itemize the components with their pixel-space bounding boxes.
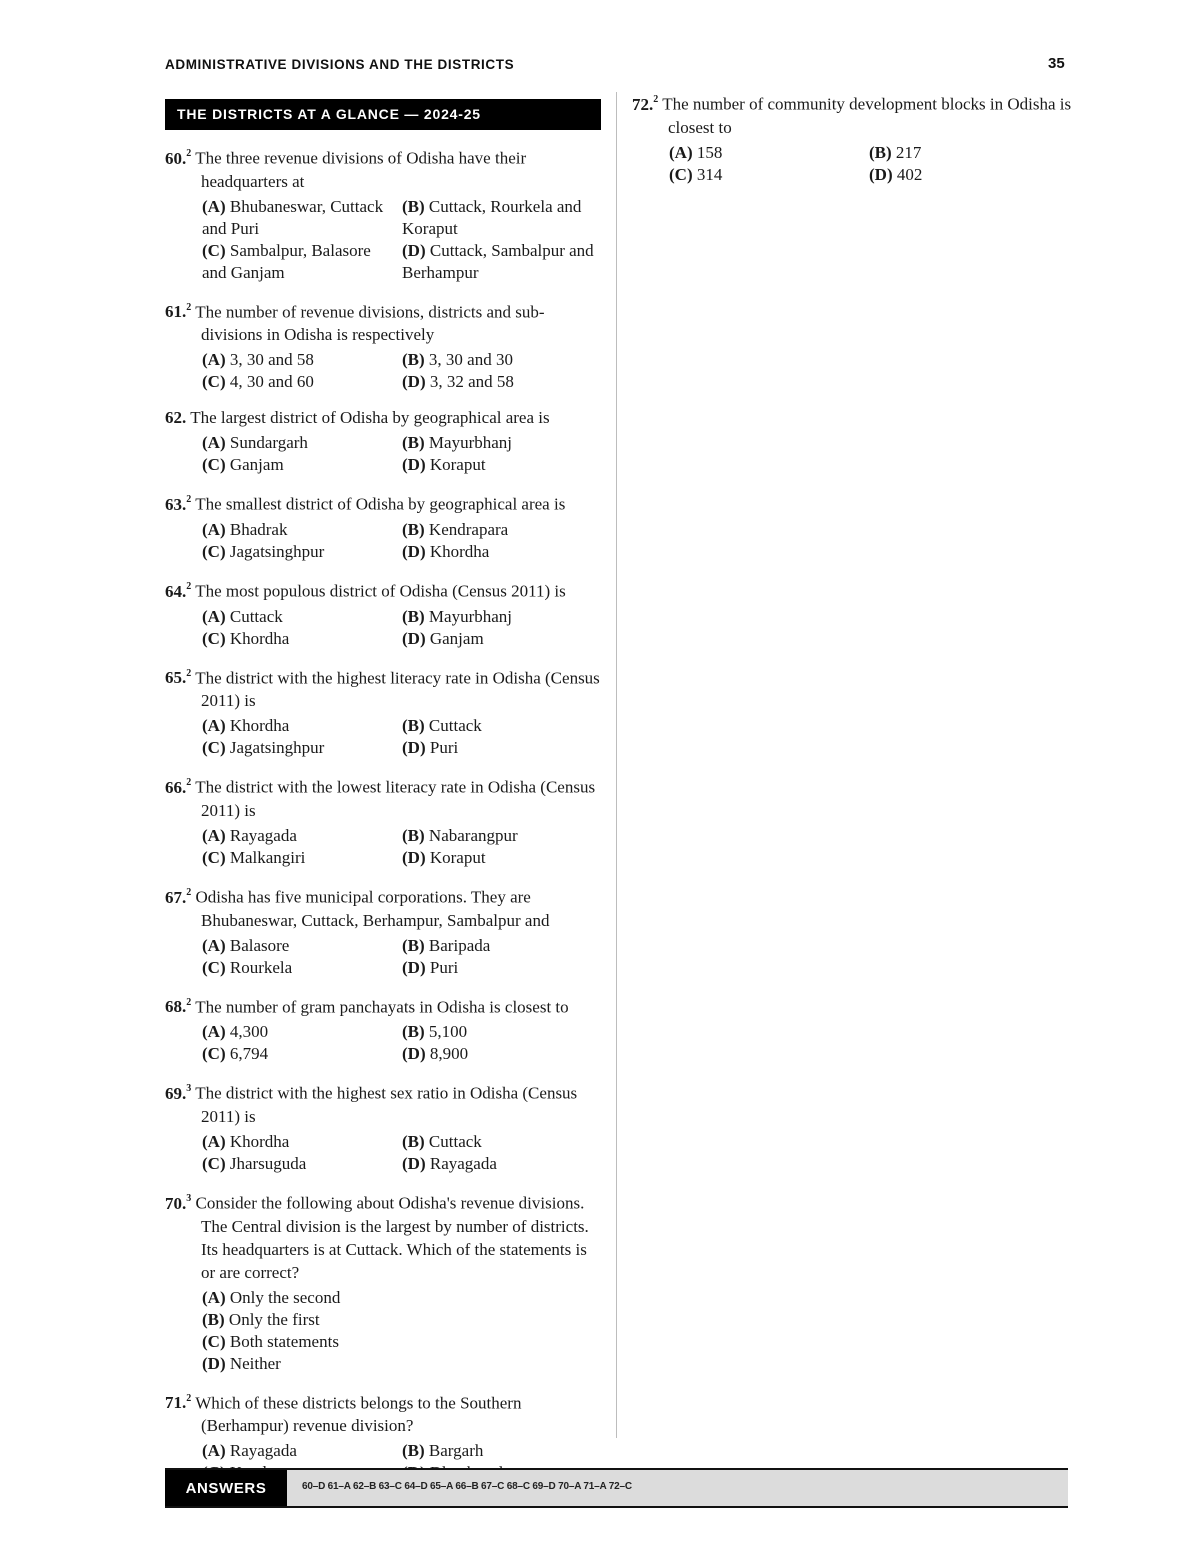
- option-letter: (C): [669, 164, 693, 184]
- option-item: [202, 847, 402, 869]
- option-item: [402, 825, 602, 847]
- right-column: [632, 89, 1072, 199]
- option-item: [202, 737, 402, 759]
- answers-bar: [165, 1468, 1068, 1508]
- option-text: Cuttack: [428, 716, 482, 736]
- option-text: 8,900: [429, 1044, 469, 1064]
- question-number: [165, 302, 191, 321]
- option-item: [402, 737, 602, 759]
- question-stem: [165, 772, 605, 822]
- option-letter: (D): [402, 541, 426, 561]
- option-letter: (A): [202, 519, 226, 539]
- option-item: [402, 935, 602, 957]
- options-list: [669, 142, 1072, 186]
- difficulty-marker: 2: [186, 148, 192, 159]
- options-list: [202, 432, 605, 476]
- option-letter: (C): [202, 1331, 226, 1351]
- option-item: [202, 1131, 402, 1153]
- option-item: [669, 142, 869, 164]
- option-text: Rayagada: [429, 1153, 497, 1173]
- option-letter: (D): [402, 1153, 426, 1173]
- option-text: Puri: [429, 738, 459, 758]
- option-item: [402, 196, 602, 240]
- option-item: [402, 957, 602, 979]
- option-item: [202, 240, 402, 284]
- option-text: Bhadrak: [229, 519, 288, 539]
- difficulty-marker: 2: [186, 996, 192, 1008]
- difficulty-marker: 2: [186, 301, 192, 313]
- option-letter: (C): [202, 372, 226, 392]
- option-letter: (C): [202, 541, 226, 561]
- option-letter: (D): [869, 164, 893, 184]
- question-70: [165, 1188, 605, 1375]
- option-letter: (A): [202, 606, 226, 626]
- option-item: [202, 628, 402, 650]
- option-item: [402, 1021, 602, 1043]
- question-69: [165, 1078, 605, 1175]
- option-item: [402, 371, 602, 393]
- option-text: Nabarangpur: [428, 825, 518, 845]
- question-text: The largest district of Odisha by geographical area is: [190, 408, 550, 428]
- question-68: [165, 992, 605, 1066]
- question-63: [165, 489, 605, 563]
- answers-label: ANSWERS: [165, 1470, 287, 1506]
- question-number-text: 67.: [165, 887, 187, 907]
- option-letter: (B): [402, 350, 425, 370]
- option-text: Khordha: [229, 628, 290, 648]
- option-letter: (B): [202, 1309, 225, 1329]
- option-item: [402, 1131, 602, 1153]
- option-letter: (B): [402, 1022, 425, 1042]
- option-letter: (A): [202, 935, 226, 955]
- question-text: The number of community development blocks in Odisha is closest to: [662, 94, 1072, 137]
- difficulty-marker: 3: [186, 1192, 192, 1204]
- option-item: [869, 142, 1069, 164]
- option-letter: (A): [202, 1131, 226, 1151]
- option-letter: (B): [402, 716, 425, 736]
- option-item: [202, 1309, 602, 1331]
- option-text: Ganjam: [229, 455, 284, 475]
- question-stem: [165, 663, 605, 713]
- option-text: Khordha: [229, 1131, 290, 1151]
- option-item: [402, 519, 602, 541]
- question-number: [165, 149, 191, 168]
- option-text: Koraput: [429, 455, 486, 475]
- option-text: Ganjam: [429, 628, 484, 648]
- option-item: [402, 606, 602, 628]
- options-list: [202, 935, 605, 979]
- option-letter: (C): [202, 1153, 226, 1173]
- option-text: 4, 30 and 60: [229, 372, 314, 392]
- option-item: [402, 454, 602, 476]
- question-stem: [165, 143, 605, 193]
- question-stem: [165, 576, 605, 603]
- difficulty-marker: 2: [186, 886, 192, 898]
- option-text: Bhubaneswar, Cuttack and Puri: [202, 196, 384, 238]
- option-text: 4,300: [229, 1022, 269, 1042]
- option-text: Bargarh: [428, 1441, 484, 1461]
- option-item: [202, 1353, 602, 1375]
- option-text: Balasore: [229, 935, 290, 955]
- option-letter: (D): [402, 240, 426, 260]
- option-item: [402, 432, 602, 454]
- question-text: The smallest district of Odisha by geographical area is: [195, 494, 566, 514]
- question-61: [165, 297, 605, 394]
- question-60: [165, 143, 605, 284]
- option-item: [202, 432, 402, 454]
- option-item: [402, 628, 602, 650]
- option-letter: (C): [202, 1044, 226, 1064]
- option-letter: (D): [402, 628, 426, 648]
- option-item: [202, 1021, 402, 1043]
- section-title: THE DISTRICTS AT A GLANCE — 2024-25: [165, 99, 601, 130]
- option-text: 3, 32 and 58: [429, 372, 514, 392]
- question-number: [165, 1393, 191, 1412]
- question-number: [165, 1084, 191, 1103]
- question-number: [165, 495, 191, 514]
- option-letter: (A): [202, 196, 226, 216]
- option-letter: (C): [202, 455, 226, 475]
- question-stem: [632, 89, 1072, 139]
- option-letter: (B): [402, 606, 425, 626]
- option-text: 5,100: [428, 1022, 468, 1042]
- option-text: 6,794: [229, 1044, 269, 1064]
- options-list: [202, 349, 605, 393]
- option-item: [202, 1331, 602, 1353]
- option-item: [202, 454, 402, 476]
- option-letter: (A): [202, 1441, 226, 1461]
- option-text: Cuttack: [229, 606, 283, 626]
- question-number-text: 64.: [165, 581, 187, 601]
- option-text: Khordha: [429, 541, 490, 561]
- option-text: 217: [895, 142, 922, 162]
- option-letter: (B): [402, 433, 425, 453]
- option-text: 3, 30 and 30: [428, 350, 513, 370]
- page-number: 35: [1048, 55, 1065, 72]
- option-item: [202, 519, 402, 541]
- option-letter: (A): [202, 716, 226, 736]
- options-list: [202, 1021, 605, 1065]
- option-letter: (C): [202, 240, 226, 260]
- difficulty-marker: 3: [186, 1083, 192, 1095]
- options-list: [202, 715, 605, 759]
- question-stem: [165, 1388, 605, 1438]
- option-item: [402, 1440, 602, 1462]
- option-letter: (A): [202, 1022, 226, 1042]
- left-column: [165, 143, 605, 1497]
- option-letter: (C): [202, 628, 226, 648]
- question-number-text: 65.: [165, 668, 187, 688]
- question-number-text: 68.: [165, 997, 187, 1017]
- question-number-text: 60.: [165, 148, 187, 168]
- option-letter: (A): [202, 350, 226, 370]
- option-item: [202, 606, 402, 628]
- question-stem: [165, 882, 605, 932]
- option-text: Mayurbhanj: [428, 433, 513, 453]
- question-72: [632, 89, 1072, 186]
- question-number: [165, 408, 186, 427]
- option-text: Cuttack: [428, 1131, 482, 1151]
- difficulty-marker: 2: [186, 667, 192, 679]
- question-text: The most populous district of Odisha (Census 2011) is: [195, 581, 566, 601]
- option-letter: (B): [402, 1131, 425, 1151]
- difficulty-marker: 2: [186, 580, 192, 592]
- option-item: [202, 1440, 402, 1462]
- option-text: Malkangiri: [229, 847, 306, 867]
- option-text: Koraput: [429, 847, 486, 867]
- option-letter: (D): [402, 455, 426, 475]
- option-letter: (C): [202, 738, 226, 758]
- option-text: 314: [696, 164, 723, 184]
- option-item: [402, 240, 602, 284]
- question-text: Consider the following about Odisha's revenue divisions. The Central division is the largest by number of districts. Its headquarters is at Cuttack. Which of the statements is or are correct?: [195, 1193, 589, 1282]
- question-66: [165, 772, 605, 869]
- option-item: [869, 164, 1069, 186]
- option-letter: (B): [402, 825, 425, 845]
- question-number: [165, 582, 191, 601]
- option-text: Jharsuguda: [229, 1153, 307, 1173]
- difficulty-marker: 2: [186, 494, 192, 506]
- option-letter: (D): [402, 957, 426, 977]
- option-item: [202, 1287, 602, 1309]
- question-number: [632, 95, 658, 114]
- option-text: Rayagada: [229, 825, 297, 845]
- question-67: [165, 882, 605, 979]
- question-number-text: 62.: [165, 408, 187, 428]
- question-text: The number of gram panchayats in Odisha is closest to: [195, 997, 569, 1017]
- question-stem: [165, 1078, 605, 1128]
- question-stem: [165, 1188, 605, 1284]
- option-text: 402: [896, 164, 923, 184]
- option-letter: (A): [202, 825, 226, 845]
- option-text: Kendrapara: [428, 519, 509, 539]
- option-text: Baripada: [428, 935, 491, 955]
- option-item: [202, 1043, 402, 1065]
- option-letter: (D): [402, 372, 426, 392]
- difficulty-marker: 2: [653, 94, 659, 105]
- option-letter: (D): [202, 1353, 226, 1373]
- option-letter: (A): [202, 433, 226, 453]
- option-text: Rourkela: [229, 957, 293, 977]
- question-number-text: 72.: [632, 94, 654, 114]
- question-65: [165, 663, 605, 760]
- question-62: [165, 406, 605, 476]
- running-title: ADMINISTRATIVE DIVISIONS AND THE DISTRICTS: [165, 57, 515, 72]
- option-item: [402, 541, 602, 563]
- options-list: [202, 196, 605, 284]
- option-item: [202, 935, 402, 957]
- option-text: Only the first: [228, 1309, 320, 1329]
- question-number-text: 61.: [165, 302, 187, 322]
- question-number: [165, 778, 191, 797]
- options-list: [202, 1287, 605, 1375]
- difficulty-marker: 2: [186, 1392, 192, 1404]
- question-number: [165, 888, 191, 907]
- option-item: [202, 371, 402, 393]
- option-text: Mayurbhanj: [428, 606, 513, 626]
- option-text: 158: [696, 142, 723, 162]
- option-letter: (B): [869, 142, 892, 162]
- option-item: [402, 349, 602, 371]
- option-text: Khordha: [229, 716, 290, 736]
- question-number: [165, 1194, 191, 1213]
- option-item: [402, 1043, 602, 1065]
- option-item: [202, 715, 402, 737]
- option-letter: (C): [202, 957, 226, 977]
- option-item: [202, 541, 402, 563]
- option-text: Sambalpur, Balasore and Ganjam: [202, 240, 371, 282]
- option-text: Rayagada: [229, 1441, 297, 1461]
- option-letter: (B): [402, 519, 425, 539]
- option-letter: (C): [202, 847, 226, 867]
- question-text: Odisha has five municipal corporations. They are Bhubaneswar, Cuttack, Berhampur, Sambalpur and: [195, 887, 550, 930]
- column-divider: [616, 92, 617, 1438]
- option-letter: (D): [402, 1044, 426, 1064]
- option-item: [402, 715, 602, 737]
- question-number-text: 71.: [165, 1393, 187, 1413]
- question-text: The three revenue divisions of Odisha have their headquarters at: [195, 148, 527, 191]
- option-text: Neither: [229, 1353, 281, 1373]
- option-text: Jagatsinghpur: [229, 541, 325, 561]
- question-stem: [165, 406, 605, 429]
- option-text: 3, 30 and 58: [229, 350, 314, 370]
- question-stem: [165, 992, 605, 1019]
- options-list: [202, 519, 605, 563]
- question-number: [165, 997, 191, 1016]
- question-stem: [165, 489, 605, 516]
- question-text: The number of revenue divisions, districts and sub-divisions in Odisha is respectively: [195, 302, 545, 345]
- question-text: The district with the highest sex ratio in Odisha (Census 2011) is: [195, 1083, 578, 1126]
- option-item: [202, 1153, 402, 1175]
- option-letter: (B): [402, 935, 425, 955]
- option-item: [402, 847, 602, 869]
- option-letter: (B): [402, 196, 425, 216]
- option-text: Cuttack, Sambalpur and Berhampur: [402, 240, 594, 282]
- option-item: [202, 196, 402, 240]
- question-number: [165, 668, 191, 687]
- option-letter: (B): [402, 1441, 425, 1461]
- question-stem: [165, 297, 605, 347]
- option-text: Sundargarh: [229, 433, 308, 453]
- option-letter: (D): [402, 738, 426, 758]
- option-item: [202, 957, 402, 979]
- option-letter: (D): [402, 847, 426, 867]
- option-item: [402, 1153, 602, 1175]
- question-text: The district with the highest literacy rate in Odisha (Census 2011) is: [195, 668, 600, 711]
- option-text: Only the second: [229, 1287, 341, 1307]
- question-64: [165, 576, 605, 650]
- difficulty-marker: 2: [186, 777, 192, 789]
- question-number-text: 66.: [165, 777, 187, 797]
- option-letter: (A): [202, 1287, 226, 1307]
- question-text: Which of these districts belongs to the Southern (Berhampur) revenue division?: [195, 1393, 522, 1436]
- question-number-text: 70.: [165, 1193, 187, 1213]
- option-text: Cuttack, Rourkela and Koraput: [402, 196, 582, 238]
- option-item: [202, 349, 402, 371]
- options-list: [202, 825, 605, 869]
- question-number-text: 63.: [165, 494, 187, 514]
- question-text: The district with the lowest literacy rate in Odisha (Census 2011) is: [195, 777, 596, 820]
- option-item: [202, 825, 402, 847]
- options-list: [202, 606, 605, 650]
- question-number-text: 69.: [165, 1083, 187, 1103]
- answers-key: 60–D 61–A 62–B 63–C 64–D 65–A 66–B 67–C 68–C 69–D 70–A 71–A 72–C: [302, 1481, 632, 1492]
- options-list: [202, 1131, 605, 1175]
- option-text: Puri: [429, 957, 459, 977]
- option-letter: (A): [669, 142, 693, 162]
- option-item: [669, 164, 869, 186]
- option-text: Both statements: [229, 1331, 339, 1351]
- option-text: Jagatsinghpur: [229, 738, 325, 758]
